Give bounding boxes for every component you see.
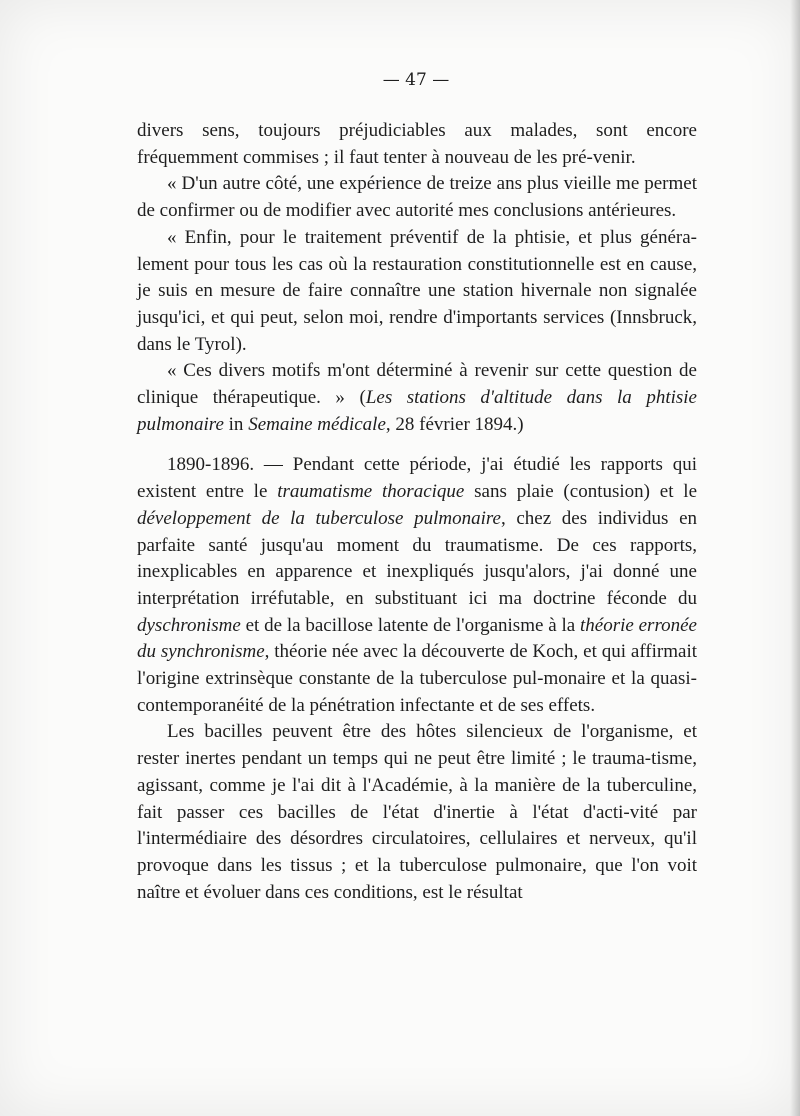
paragraph bbox=[137, 452, 697, 719]
text-run: et de la bacillose latente de l'organisme à la bbox=[240, 614, 580, 636]
text-run: , 28 février 1894.) bbox=[385, 413, 524, 435]
paragraph bbox=[137, 225, 697, 359]
text-run: in bbox=[223, 413, 249, 435]
text-run: « D'un autre côté, une expérience de treize ans plus vieille me permet de confirmer ou de modifier avec autorité mes conclusions antérieures. bbox=[137, 173, 697, 222]
body-text bbox=[137, 118, 697, 906]
text-run: Les bacilles peuvent être des hôtes silencieux de l'organisme, et rester inertes pendant un temps qui ne peut être limité ; le trauma-tisme, agissant, comme je l'ai dit à l'Académie, à la manière de la tuberculine, fait passer ces bacilles de l'état d'inertie à l'état d'acti-vité par l'intermédiaire des désordres circulatoires, cellulaires et nerveux, qu'il provoque dans les tissus ; et la tuberculose pulmonaire, que l'on voit naître et évoluer dans ces conditions, est le résultat bbox=[137, 721, 697, 903]
text-run: 1890-1896. — Pendant cette période, j'ai étudié les rapports qui existent entre le bbox=[137, 454, 697, 503]
italic-term: traumatisme thoracique bbox=[277, 481, 465, 503]
text-run: « Ces divers motifs m'ont déterminé à revenir sur cette question de clinique thérapeutique. » ( bbox=[137, 360, 697, 409]
text-run: , théorie née avec la découverte de Koch, et qui affirmait l'origine extrinsèque constante de la tuberculose pul-monaire et la quasi-contemporanéité de la pénétration infectante et de ses effets. bbox=[137, 641, 697, 716]
text-run: divers sens, toujours préjudiciables aux malades, sont encore fréquemment commises ; il faut tenter à nouveau de les pré-venir. bbox=[137, 120, 697, 168]
italic-term: théorie erronée du synchronisme bbox=[137, 614, 697, 663]
text-run: , chez des individus en parfaite santé jusqu'au moment du traumatisme. De ces rapports, inexplicables en apparence et inexpliqués jusqu'alors, j'ai donné une interprétation irréfutable, en substituant ici ma doctrine féconde du bbox=[137, 507, 698, 609]
paragraph bbox=[137, 118, 697, 171]
paragraph bbox=[137, 171, 697, 224]
paragraph bbox=[137, 358, 697, 438]
italic-term: dyschronisme bbox=[137, 614, 241, 636]
text-run: sans plaie (contusion) et le bbox=[464, 481, 698, 503]
text-run: « Enfin, pour le traitement préventif de la phtisie, et plus généra-lement pour tous les cas où la restauration constitutionnelle est en cause, je suis en mesure de faire connaître une station hivernale non signalée jusqu'ici, et qui peut, selon moi, rendre d'importants services (Innsbruck, dans le Tyrol). bbox=[137, 226, 697, 355]
italic-term: développement de la tuberculose pulmonaire bbox=[137, 507, 501, 529]
italic-journal: Semaine médicale bbox=[248, 413, 386, 435]
italic-title: Les stations d'altitude dans la phtisie pulmonaire bbox=[137, 387, 697, 435]
page-number: — 47 — bbox=[382, 70, 450, 90]
paragraph bbox=[137, 719, 697, 906]
